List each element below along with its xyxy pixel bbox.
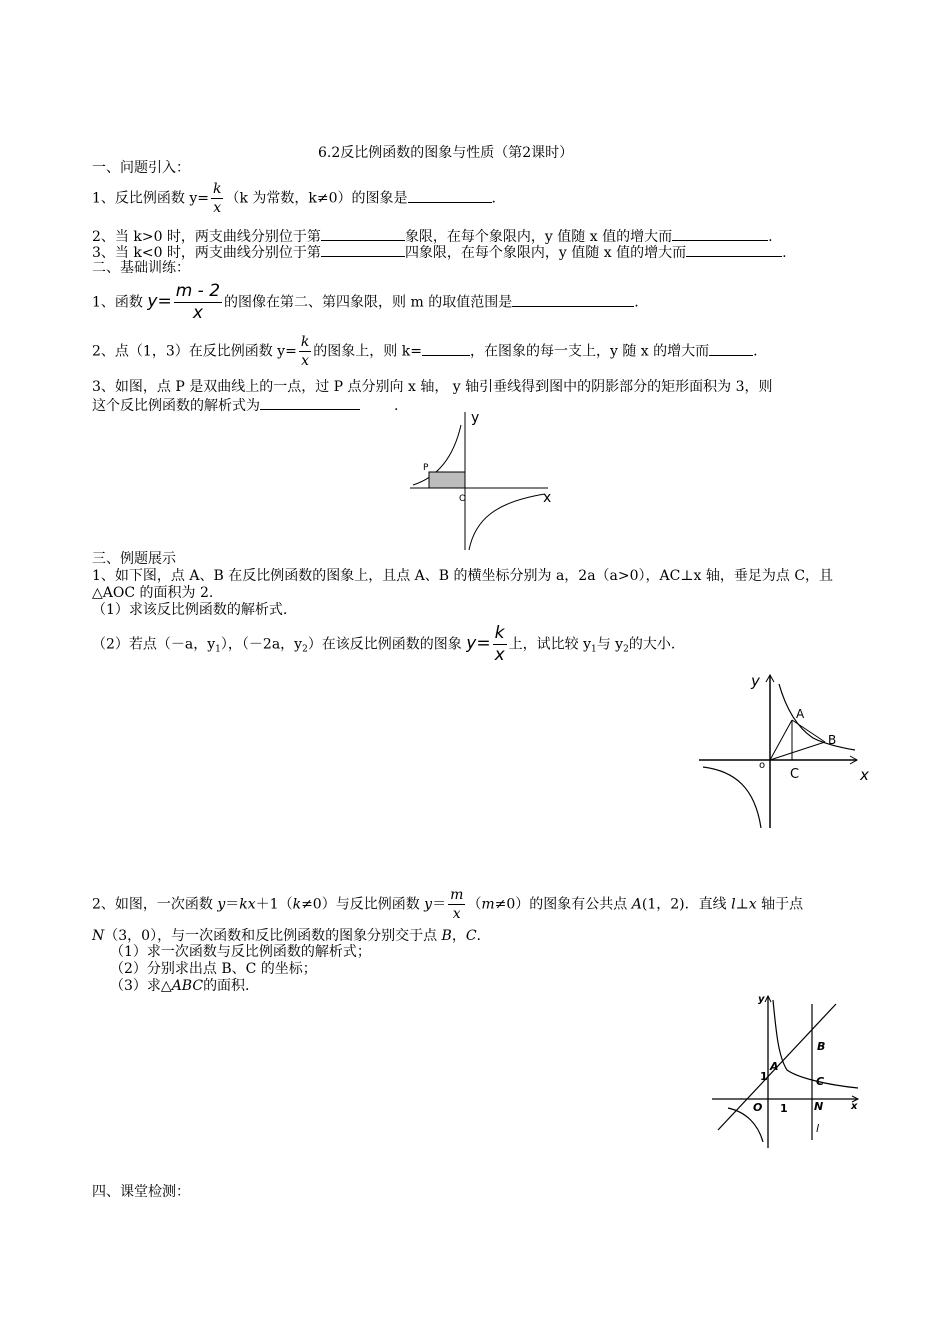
y-axis-label: y [751,672,760,690]
section-4-heading: 四、课堂检测： [92,1184,190,1200]
origin-label: o [759,760,766,771]
example-1-line1: 1、如下图，点 A、B 在反比例函数的图象上，且点 A、B 的横坐标分别为 a，2a（a>0），AC⊥x 轴，垂足为点 C，且 [92,568,834,584]
answer-blank[interactable] [260,397,360,410]
example-1-figure [695,670,870,830]
line-l-label: l [816,1122,820,1135]
origin-label: O [753,1101,763,1114]
y-axis-label: y [471,410,480,426]
page-title: 6.2反比例函数的图象与性质（第2课时） [318,145,574,161]
hyperbola-rectangle-figure [405,410,565,555]
question-2-3-line1: 3、如图，点 P 是双曲线上的一点，过 P 点分别向 x 轴， y 轴引垂线得到图中的阴影部分的矩形面积为 3，则 [92,379,773,395]
example-1-part1: （1）求该反比例函数的解析式. [92,602,288,618]
question-2-2: 2、点（1，3）在反比例函数 y= $\frac{k}{x}$ 的图象上，则 k= ，在图象的每一支上，y 随 x 的增大而 . [92,334,758,369]
answer-blank[interactable] [709,343,753,356]
tick-y-1: 1 [760,1070,768,1083]
example-1-line2: △AOC 的面积为 2. [92,585,214,601]
example-2-line2: N（3，0），与一次函数和反比例函数的图象分别交于点 B，C. [92,928,481,944]
origin-label: O [459,494,467,504]
answer-blank[interactable] [422,343,470,356]
example-2-line1: 2、如图，一次函数 y＝kx＋1（k≠0）与反比例函数 y＝ $\frac{m}{x}$ （m≠0）的图象有公共点 A(1，2)．直线 l⊥x 轴于点 [92,887,804,922]
question-2-1: 1、函数 y= $\frac{m - 2}{x}$ 的图像在第二、第四象限，则 m 的取值范围是 . [92,281,639,323]
question-1-3: 3、当 k<0 时，两支曲线分别位于第 四象限，在每个象限内，y 值随 x 值的增大而 . [92,245,787,261]
example-1-part2: （2）若点（－a，$y_1$），（－2a，$y_2$）在该反比例函数的图象 y= $\frac{k}{x}$ 上，试比较 $y_1$与 $y_2$的大小. [92,623,676,665]
point-n-label: N [814,1100,824,1113]
answer-blank[interactable] [321,228,405,241]
point-b-label: B [817,1040,826,1053]
point-b-label: B [828,733,837,747]
point-c-label: C [816,1075,825,1088]
point-a-label: A [796,707,805,721]
answer-blank[interactable] [408,190,492,203]
tick-x-1: 1 [780,1102,788,1115]
x-axis-label: x [851,1101,858,1112]
example-2-part1: （1）求一次函数与反比例函数的解析式； [110,944,371,960]
answer-blank[interactable] [686,244,782,257]
point-a-label: A [770,1060,779,1073]
y-axis-label: y [758,994,765,1005]
example-2-part2: （2）分别求出点 B、C 的坐标； [110,961,317,977]
question-1-2: 2、当 k>0 时，两支曲线分别位于第 象限，在每个象限内，y 值随 x 值的增大而 . [92,229,773,245]
answer-blank[interactable] [512,294,634,307]
example-2-part3: （3）求△ABC的面积. [110,978,250,994]
question-1-1: 1、反比例函数 y= $\frac{k}{x}$ （k 为常数，k≠0）的图象是 . [92,181,496,216]
section-2-heading: 二、基础训练： [92,260,190,276]
question-2-3-line2: 这个反比例函数的解析式为 . [92,398,399,414]
example-2-figure [708,990,868,1150]
section-1-heading: 一、问题引入： [92,160,190,176]
answer-blank[interactable] [321,244,405,257]
point-p-label: P [423,463,429,473]
section-3-heading: 三、例题展示 [92,551,176,567]
point-c-label: C [790,767,800,782]
x-axis-label: x [543,490,552,506]
answer-blank[interactable] [672,228,768,241]
x-axis-label: x [860,766,869,784]
